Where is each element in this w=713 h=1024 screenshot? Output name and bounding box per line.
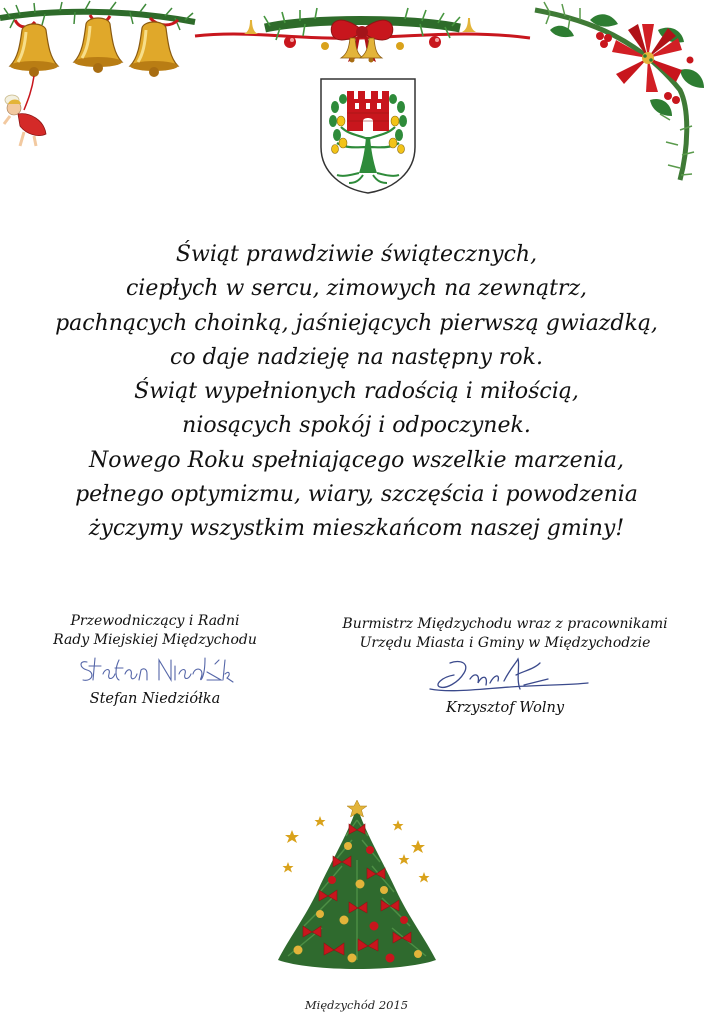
- angel-icon: [4, 95, 46, 146]
- council-chair-name: Stefan Niedziółka: [89, 691, 221, 707]
- coat-of-arms-icon: [319, 77, 417, 195]
- greeting-line-9: życzymy wszystkim mieszkańcom naszej gminy!: [88, 516, 625, 542]
- signature-block-council: [40, 612, 270, 708]
- council-role-line-2: Rady Miejskiej Międzychodu: [53, 632, 257, 648]
- greeting-line-1: Świąt prawdziwie świątecznych,: [175, 242, 538, 267]
- greeting-line-6: niosących spokój i odpoczynek.: [182, 413, 531, 439]
- mayor-name: Krzysztof Wolny: [445, 700, 565, 716]
- council-role-line-1: Przewodniczący i Radni: [70, 613, 240, 629]
- signature-block-mayor: [330, 615, 680, 717]
- greeting-line-5: Świąt wypełnionych radością i miłością,: [134, 379, 579, 405]
- garland-with-bells-icon: [190, 0, 535, 75]
- greeting-line-8: pełnego optymizmu, wiary, szczęścia i powodzenia: [75, 482, 638, 508]
- council-chair-signature: [75, 652, 235, 688]
- greeting-line-4: co daje nadzieję na następny rok.: [170, 344, 543, 370]
- mayor-signature: [420, 655, 590, 697]
- footer-place-date: Międzychód 2015: [304, 998, 409, 1012]
- christmas-tree-icon: [272, 800, 442, 985]
- greeting-text: [0, 238, 713, 547]
- mayor-role-line-1: Burmistrz Międzychodu wraz z pracownikami: [342, 616, 668, 632]
- poinsettia-icon: [530, 0, 713, 185]
- greeting-line-7: Nowego Roku spełniającego wszelkie marzenia,: [89, 447, 624, 473]
- greeting-line-2: ciepłych w sercu, zimowych na zewnątrz,: [125, 276, 588, 302]
- mayor-role-line-2: Urzędu Miasta i Gminy w Międzychodzie: [359, 635, 651, 651]
- christmas-bells-icon: [0, 0, 200, 155]
- greeting-line-3: pachnących choinką, jaśniejących pierwszą gwiazdką,: [55, 310, 658, 336]
